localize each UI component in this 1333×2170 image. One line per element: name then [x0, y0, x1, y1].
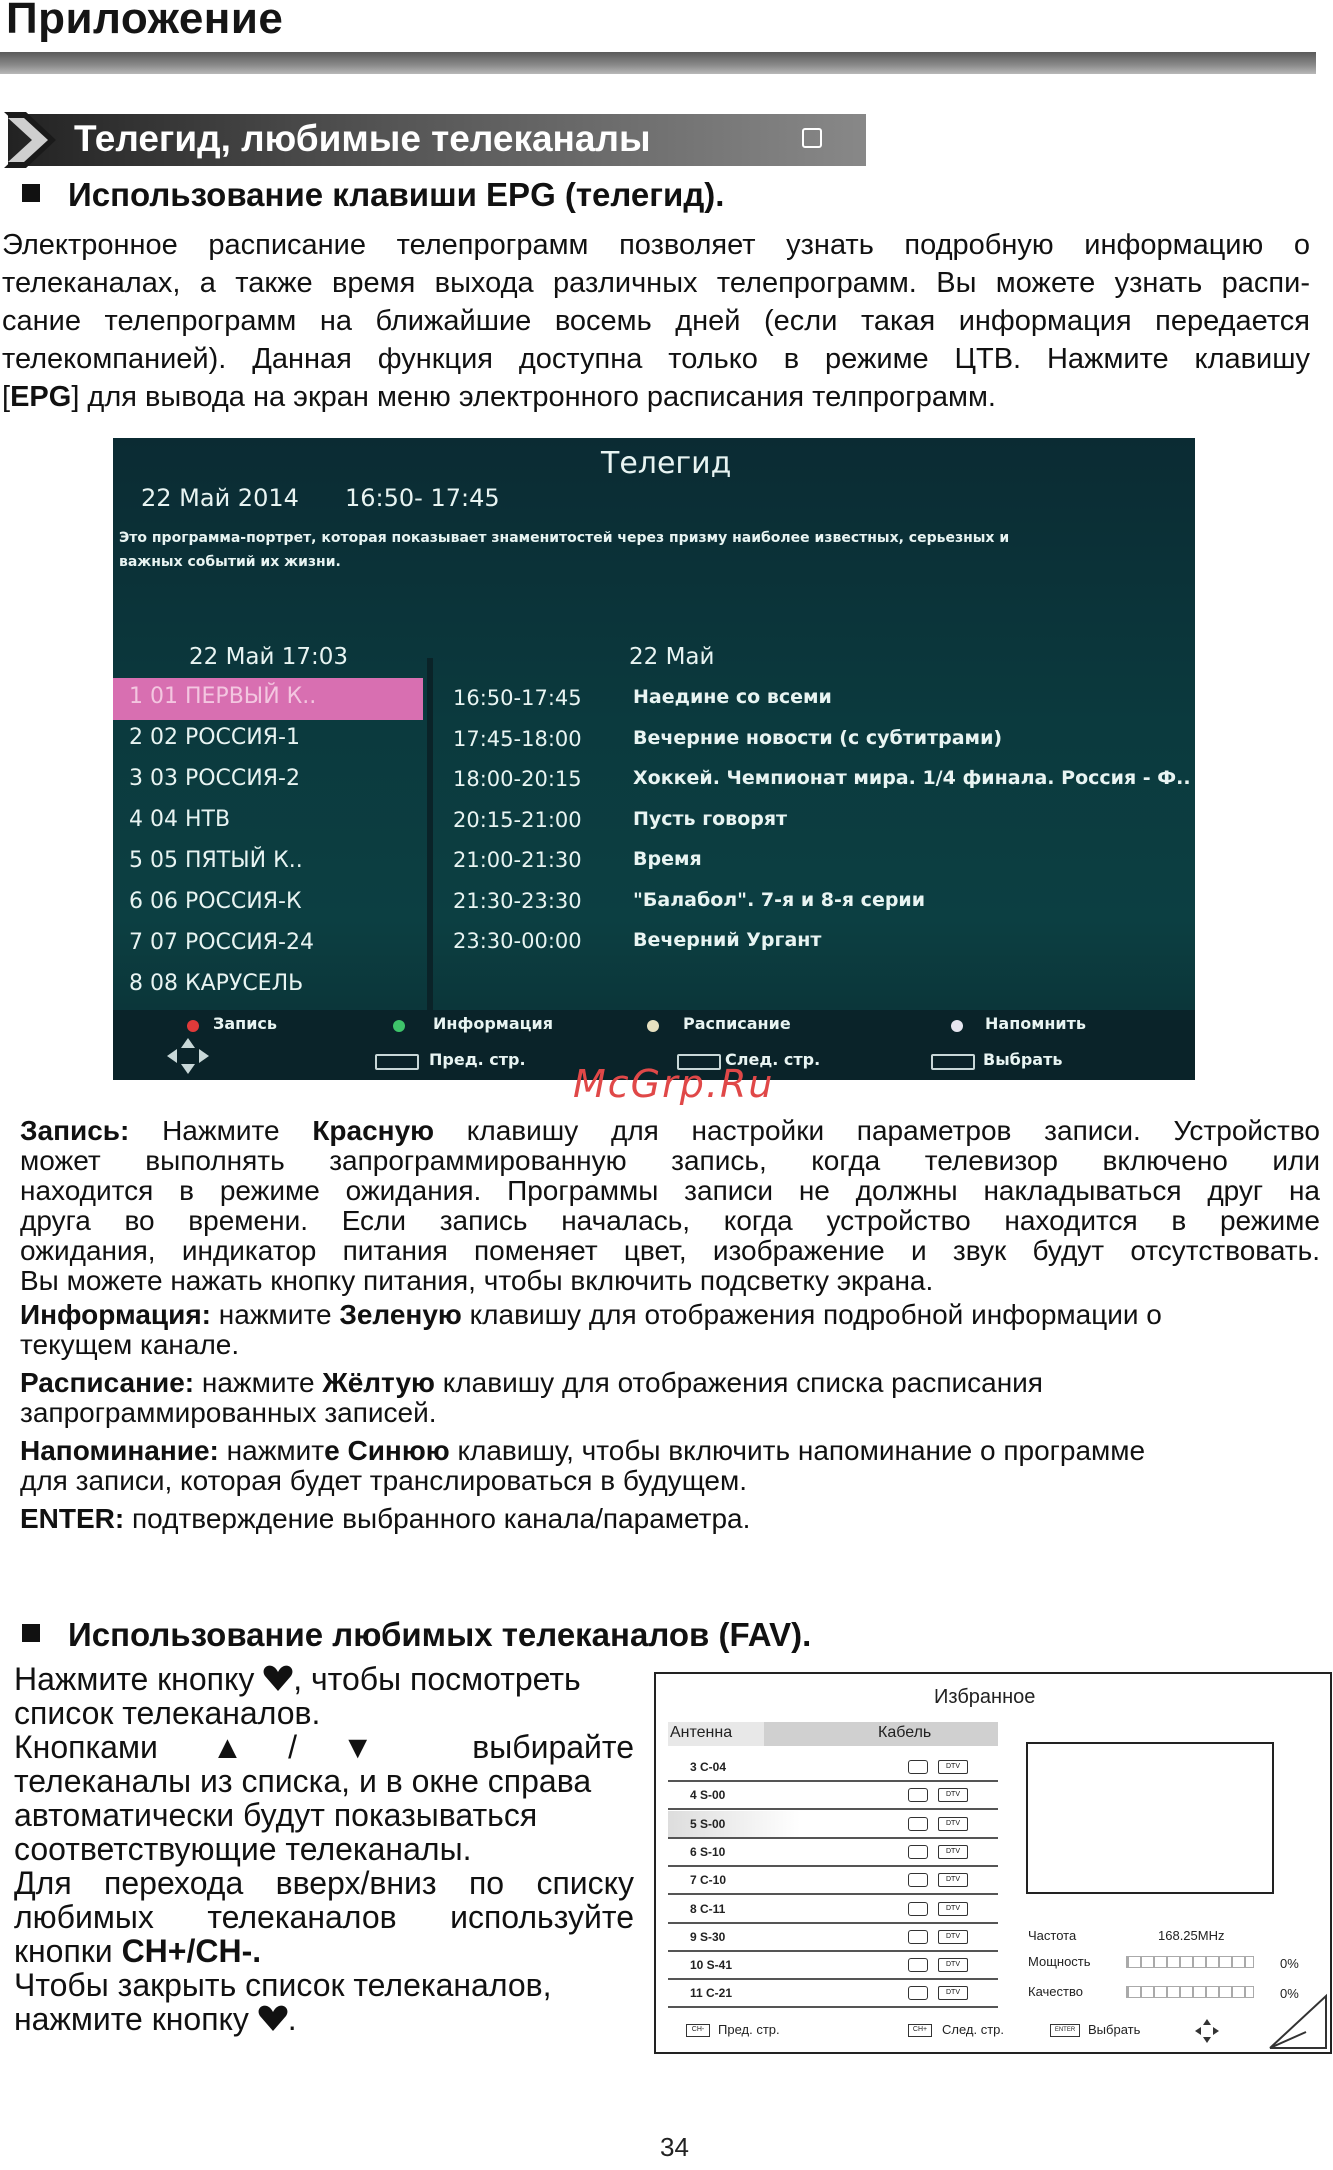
epg-heading-text: Использование клавиши EPG (телегид). [68, 176, 725, 213]
freq-value: 168.25MHz [1158, 1928, 1225, 1943]
epg-list-date: 22 Май 17:03 [189, 644, 349, 670]
program-title[interactable]: Пусть говорят [633, 807, 788, 830]
fav-next-page[interactable]: След. стр. [942, 2022, 1005, 2037]
program-time: 16:50-17:45 [453, 686, 582, 710]
program-title[interactable]: Вечерние новости (с субтитрами) [633, 726, 1003, 749]
ch-minus-key-icon [375, 1054, 419, 1070]
heart-icon [908, 1986, 928, 2000]
desc-line [20, 1116, 1320, 1146]
epg-key: EPG [10, 381, 72, 413]
desc-text: клавишу для отображения подробной информации о [461, 1300, 1162, 1330]
dtv-badge: DTV [938, 1930, 968, 1944]
fav-channel-name: 10 S-41 [690, 1958, 733, 1973]
program-time: 21:00-21:30 [453, 848, 582, 872]
tab-antenna[interactable]: Антенна [668, 1722, 764, 1746]
corner-fold-icon [1266, 1992, 1330, 2052]
program-time: 23:30-00:00 [453, 929, 582, 953]
enter-term: ENTER: [20, 1504, 125, 1534]
heart-icon [908, 1788, 928, 1802]
power-value: 0% [1280, 1956, 1299, 1971]
yellow-key-icon [647, 1020, 659, 1032]
chevron-right-icon [4, 112, 60, 168]
desc-text: нажмите [194, 1368, 323, 1398]
fav-text: нажмите кнопку [14, 2001, 258, 2037]
heart-icon [908, 1760, 928, 1774]
dtv-badge: DTV [938, 1788, 968, 1802]
fav-channel-row[interactable] [668, 1811, 998, 1839]
dtv-badge: DTV [938, 1986, 968, 2000]
channel-item[interactable]: 4 04 НТВ [129, 807, 231, 832]
dtv-badge: DTV [938, 1958, 968, 1972]
info-term: Информация: [20, 1300, 212, 1330]
fav-line: Чтобы закрыть список телеканалов, [14, 1967, 552, 2003]
epg-intro-line: Электронное расписание телепрограмм позволяет узнать подробную информацию о [2, 229, 1310, 261]
desc-text: нажмите [211, 1300, 340, 1330]
power-bar [1126, 1956, 1254, 1968]
yellow-term: Жёлтую [322, 1368, 435, 1398]
program-title[interactable]: "Балабол". 7-я и 8-я серии [633, 888, 926, 911]
watermark: McGrp.Ru [573, 1062, 775, 1106]
heart-icon [908, 1958, 928, 1972]
desc-line: запрограммированных записей. [20, 1398, 437, 1428]
fav-line: соответствующие телеканалы. [14, 1831, 472, 1867]
fav-channel-row[interactable] [668, 1754, 998, 1782]
bullet-icon [22, 184, 40, 202]
quality-bar [1126, 1986, 1254, 1998]
fav-tabbar [668, 1722, 998, 1746]
epg-time-range: 16:50- 17:45 [345, 484, 500, 512]
green-key-icon [393, 1020, 405, 1032]
program-time: 17:45-18:00 [453, 726, 582, 751]
fav-line [14, 1934, 634, 1968]
schedule-term: Расписание: [20, 1368, 195, 1398]
epg-intro-line: сание телепрограмм на ближайшие восемь дней (если такая информация передается [2, 305, 1310, 337]
fav-text: . [287, 2001, 297, 2037]
heart-icon [908, 1845, 928, 1859]
heart-icon [908, 1902, 928, 1916]
desc-text: нажмит [218, 1436, 325, 1466]
ch-keys: CH+/CH- [121, 1933, 253, 1969]
ch-minus-key-icon: CH- [686, 2024, 710, 2037]
square-icon [802, 128, 822, 148]
epg-description: Это программа-портрет, которая показывает знаменитостей через призму наиболее известных, серьезных и [119, 530, 1010, 546]
fav-line: автоматически будут показываться [14, 1797, 538, 1833]
program-time: 18:00-20:15 [453, 767, 582, 791]
fav-text: Нажмите кнопку [14, 1661, 264, 1697]
enter-key-icon: ENTER [1050, 2024, 1080, 2037]
preview-window [1026, 1742, 1274, 1894]
blue-key-icon [951, 1020, 963, 1032]
desc-line: может выполнять запрограммированную запись, когда телевизор включено или [20, 1146, 1320, 1176]
favorites-screen [654, 1672, 1332, 2054]
epg-screen [113, 438, 1195, 1080]
desc-line [20, 1436, 1320, 1466]
channel-item[interactable]: 1 01 ПЕРВЫЙ К.. [129, 684, 317, 709]
green-term: Зеленую [339, 1300, 462, 1330]
fav-text: . [252, 1933, 262, 1969]
desc-line [20, 1300, 1320, 1330]
dtv-badge: DTV [938, 1902, 968, 1916]
dtv-badge: DTV [938, 1845, 968, 1859]
next-page-label[interactable]: След. стр. [725, 1050, 821, 1069]
fav-channel-name: 11 C-21 [690, 1986, 733, 2001]
dtv-badge: DTV [938, 1760, 968, 1774]
channel-item[interactable]: 8 08 КАРУСЕЛЬ [129, 971, 304, 996]
fav-select[interactable]: Выбрать [1088, 2022, 1141, 2037]
fav-channel-name: 3 C-04 [690, 1760, 727, 1774]
quality-label: Качество [1028, 1984, 1083, 1999]
fav-text: , чтобы посмотреть [293, 1661, 581, 1697]
desc-line [20, 1504, 1320, 1534]
fav-line: список телеканалов. [14, 1695, 321, 1731]
epg-date: 22 Май 2014 [141, 484, 299, 512]
section-banner [8, 114, 866, 166]
epg-intro [2, 226, 1310, 416]
epg-intro-line: телеканалах, а также время выхода различных телепрограмм. Вы можете узнать распи- [2, 267, 1310, 299]
desc-text: клавишу для настройки параметров записи. Устройство [434, 1116, 1320, 1146]
desc-line: ожидания, индикатор питания поменяет цвет, изображение и звук будут отсутствовать. [20, 1236, 1320, 1266]
bracket-open: [ [2, 381, 11, 413]
info-label[interactable]: Информация [433, 1014, 553, 1033]
page-number: 34 [660, 2132, 689, 2162]
enter-key-icon [931, 1054, 975, 1070]
remind-label[interactable]: Напомнить [985, 1014, 1086, 1033]
program-time: 21:30-23:30 [453, 888, 582, 913]
desc-text: Нажмите [129, 1116, 313, 1146]
fav-prev-page[interactable]: Пред. стр. [718, 2022, 780, 2037]
epg-intro-line [2, 378, 1310, 416]
bullet-icon [22, 1624, 40, 1642]
fav-channel-row[interactable] [668, 1896, 998, 1924]
dtv-badge: DTV [938, 1873, 968, 1887]
channel-item[interactable]: 7 07 РОССИЯ-24 [129, 930, 314, 955]
freq-label: Частота [1028, 1928, 1077, 1943]
fav-channel-row[interactable] [668, 1924, 998, 1952]
fav-channel-name: 6 S-10 [690, 1844, 726, 1859]
desc-text: клавишу, чтобы включить напоминание о программе [449, 1436, 1146, 1466]
fav-heading [22, 1616, 811, 1654]
fav-line: телеканалы из списка, и в окне справа [14, 1763, 592, 1799]
power-label: Мощность [1028, 1954, 1091, 1969]
schedule-label[interactable]: Расписание [683, 1014, 791, 1033]
epg-intro-tail: ] для вывода на экран меню электронного расписания телпрограмм. [71, 381, 996, 413]
prev-page-label[interactable]: Пред. стр. [429, 1050, 526, 1069]
channel-item[interactable]: 3 03 РОССИЯ-2 [129, 766, 300, 791]
heart-icon [258, 2004, 288, 2032]
red-key-icon [187, 1020, 199, 1032]
heart-icon [263, 1664, 293, 1692]
select-label[interactable]: Выбрать [983, 1050, 1063, 1069]
fav-channel-name: 4 S-00 [690, 1788, 726, 1803]
program-title[interactable]: Хоккей. Чемпионат мира. 1/4 финала. Россия - Ф.. [633, 767, 1191, 789]
epg-prog-date: 22 Май [629, 644, 715, 670]
fav-line [14, 2002, 634, 2036]
fav-heading-text: Использование любимых телеканалов (FAV). [68, 1616, 812, 1653]
red-term: Красную [312, 1116, 435, 1146]
epg-divider [427, 658, 433, 1058]
channel-item[interactable]: 2 02 РОССИЯ-1 [129, 725, 300, 750]
fav-channel-row[interactable] [668, 1782, 998, 1810]
fav-line: любимых телеканалов используйте [14, 1899, 634, 1935]
dpad-icon [163, 1036, 213, 1076]
record-label[interactable]: Запись [213, 1014, 278, 1033]
desc-line: для записи, которая будет транслироваться в будущем. [20, 1466, 748, 1496]
fav-channel-name: 5 S-00 [690, 1816, 726, 1831]
epg-heading [22, 176, 724, 214]
header-rule [0, 52, 1316, 74]
epg-description: важных событий их жизни. [119, 554, 341, 570]
desc-line: текущем канале. [20, 1330, 240, 1360]
program-time: 20:15-21:00 [453, 807, 582, 832]
program-title[interactable]: Вечерний Ургант [633, 929, 822, 951]
record-term: Запись: [20, 1116, 130, 1146]
dpad-icon [1194, 2018, 1220, 2044]
fav-channel-row[interactable] [668, 1867, 998, 1895]
appendix-title: Приложение [6, 0, 284, 43]
desc-line: друга во времени. Если запись началась, когда устройство находится в режиме [20, 1206, 1320, 1236]
channel-item[interactable]: 6 06 РОССИЯ-К [129, 889, 302, 914]
heart-icon [908, 1873, 928, 1887]
blue-term: Синюю [339, 1436, 450, 1466]
fav-channel-row[interactable] [668, 1952, 998, 1980]
desc-line [20, 1368, 1320, 1398]
fav-channel-name: 8 C-11 [690, 1901, 726, 1916]
quality-value: 0% [1280, 1986, 1299, 2001]
fav-channel-row[interactable] [668, 1839, 998, 1867]
channel-item[interactable]: 5 05 ПЯТЫЙ К.. [129, 848, 303, 873]
ch-plus-key-icon: CH+ [908, 2024, 932, 2037]
epg-screen-title: Телегид [601, 446, 732, 481]
tab-cable[interactable]: Кабель [878, 1724, 932, 1741]
fav-text: кнопки [14, 1933, 122, 1969]
remind-term: Напоминание: [20, 1436, 219, 1466]
desc-text: подтверждение выбранного канала/параметра. [124, 1504, 751, 1534]
heart-icon [908, 1817, 928, 1831]
fav-channel-name: 9 S-30 [690, 1929, 726, 1944]
fav-line [14, 1662, 634, 1696]
desc-text: клавишу для отображения списка расписания [434, 1368, 1043, 1398]
fav-line: Кнопками ▲/▼ выбирайте [14, 1729, 634, 1765]
desc-text-bold: е [324, 1436, 340, 1466]
desc-line: находится в режиме ожидания. Программы записи не должны накладываться друг на [20, 1176, 1320, 1206]
section-title: Телегид, любимые телеканалы [74, 118, 651, 159]
desc-line: Вы можете нажать кнопку питания, чтобы включить подсветку экрана. [20, 1266, 934, 1296]
fav-channel-name: 7 C-10 [690, 1873, 727, 1888]
fav-instructions [14, 1662, 634, 2036]
key-descriptions [20, 1116, 1320, 1534]
dtv-badge: DTV [938, 1817, 968, 1831]
fav-screen-title: Избранное [934, 1686, 1036, 1708]
epg-intro-line: телекомпанией). Данная функция доступна только в режиме ЦТВ. Нажмите клавишу [2, 343, 1310, 375]
fav-line: Для перехода вверх/вниз по списку [14, 1865, 634, 1901]
fav-channel-row[interactable] [668, 1980, 998, 2008]
program-title[interactable]: Время [633, 848, 702, 870]
heart-icon [908, 1930, 928, 1944]
program-title[interactable]: Наедине со всеми [633, 686, 832, 708]
